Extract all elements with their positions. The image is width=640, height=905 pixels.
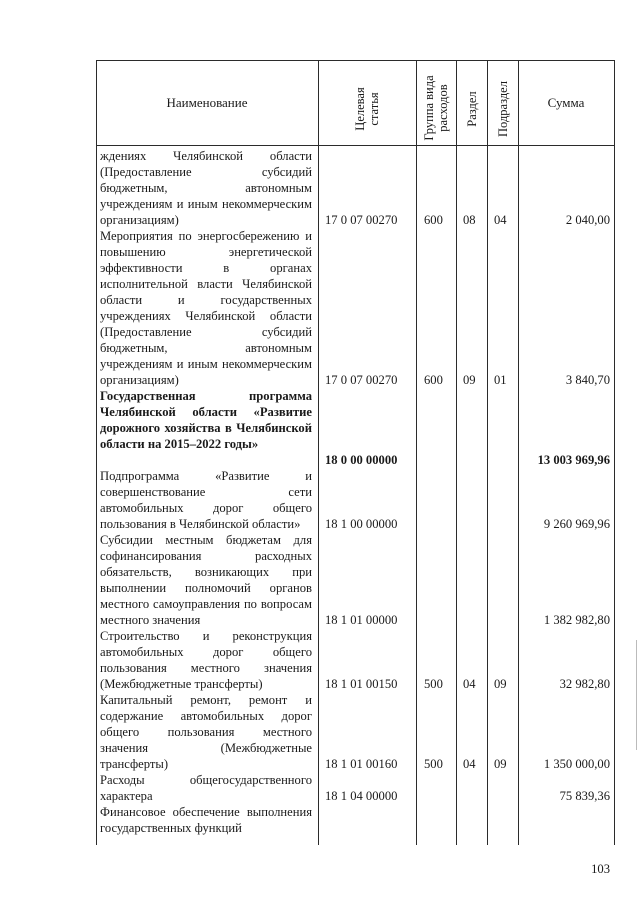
row-section: 08 — [463, 213, 476, 227]
row-code: 17 0 07 00270 — [325, 213, 398, 227]
row-name: Подпрограмма «Развитие и совершенствование сети автомобильных дорог общего пользования в Челябинской области» — [100, 469, 312, 531]
row-name: Государственная программа Челябинской области «Развитие дорожного хозяйства в Челябинской области на 2015–2022 годы» — [100, 389, 312, 451]
header-name: Наименование — [166, 95, 248, 110]
row-section: 04 — [463, 677, 476, 691]
row-code: 18 1 01 00160 — [325, 757, 398, 771]
header-group — [416, 66, 456, 150]
row-code: 18 1 00 00000 — [325, 517, 398, 531]
row-sum: 2 040,00 — [565, 213, 610, 227]
page-number: 103 — [591, 862, 610, 876]
row-group: 500 — [424, 677, 443, 691]
header-subsection — [489, 69, 517, 149]
row-subsection: 04 — [494, 213, 507, 227]
row-code: 18 0 00 00000 — [325, 453, 398, 467]
col-border-section — [487, 60, 488, 845]
row-sum: 32 982,80 — [559, 677, 610, 691]
header-target-text: Целевая статья — [353, 87, 381, 131]
row-subsection: 01 — [494, 373, 507, 387]
row-group: 600 — [424, 213, 443, 227]
header-subsection-text: Подраздел — [496, 81, 510, 137]
col-border-subsection — [518, 60, 519, 845]
col-border-name — [318, 60, 319, 845]
row-name: Строительство и реконструкция автомобильных дорог общего пользования местного значения (Межбюджетные трансферты) — [100, 629, 312, 691]
row-name: Финансовое обеспечение выполнения государственных функций — [100, 805, 312, 835]
row-name: Субсидии местным бюджетам для софинансирования расходных обязательств, возникающих при выполнении полномочий органов местного самоуправления по вопросам местного значения — [100, 533, 312, 627]
col-border-left — [96, 60, 97, 845]
row-sum: 1 382 982,80 — [543, 613, 610, 627]
col-border-right — [614, 60, 615, 845]
header-target — [353, 59, 381, 159]
scan-edge-mark — [636, 640, 637, 750]
row-code: 18 1 01 00000 — [325, 613, 398, 627]
header-section-text: Раздел — [465, 91, 479, 127]
row-group: 500 — [424, 757, 443, 771]
row-section: 04 — [463, 757, 476, 771]
row-sum: 75 839,36 — [559, 789, 610, 803]
row-name: Мероприятия по энергосбережению и повышению энергетической эффективности в органах исполнительной власти Челябинской области и государственных учреждениях Челябинской области (Предоставление субсидий бюджетным, автономным учреждениям и иным некоммерческим организациям) — [100, 229, 312, 387]
row-code: 18 1 01 00150 — [325, 677, 398, 691]
row-code: 18 1 04 00000 — [325, 789, 398, 803]
row-name: Расходы общегосударственного характера — [100, 773, 312, 803]
row-section: 09 — [463, 373, 476, 387]
header-section — [458, 71, 486, 147]
row-name: ждениях Челябинской области (Предоставление субсидий бюджетным, автономным учреждениям и иным некоммерческим организациям) — [100, 149, 312, 227]
row-sum: 3 840,70 — [565, 373, 610, 387]
row-group: 600 — [424, 373, 443, 387]
col-border-group — [456, 60, 457, 845]
row-code: 17 0 07 00270 — [325, 373, 398, 387]
header-sum: Сумма — [547, 95, 585, 110]
row-sum: 1 350 000,00 — [543, 757, 610, 771]
header-group-text: Группа вида расходов — [422, 75, 450, 141]
row-sum: 13 003 969,96 — [537, 453, 610, 467]
row-sum: 9 260 969,96 — [543, 517, 610, 531]
row-name: Капитальный ремонт, ремонт и содержание автомобильных дорог общего пользования местного значения (Межбюджетные трансферты) — [100, 693, 312, 771]
row-subsection: 09 — [494, 757, 507, 771]
row-subsection: 09 — [494, 677, 507, 691]
col-border-target — [416, 60, 417, 845]
